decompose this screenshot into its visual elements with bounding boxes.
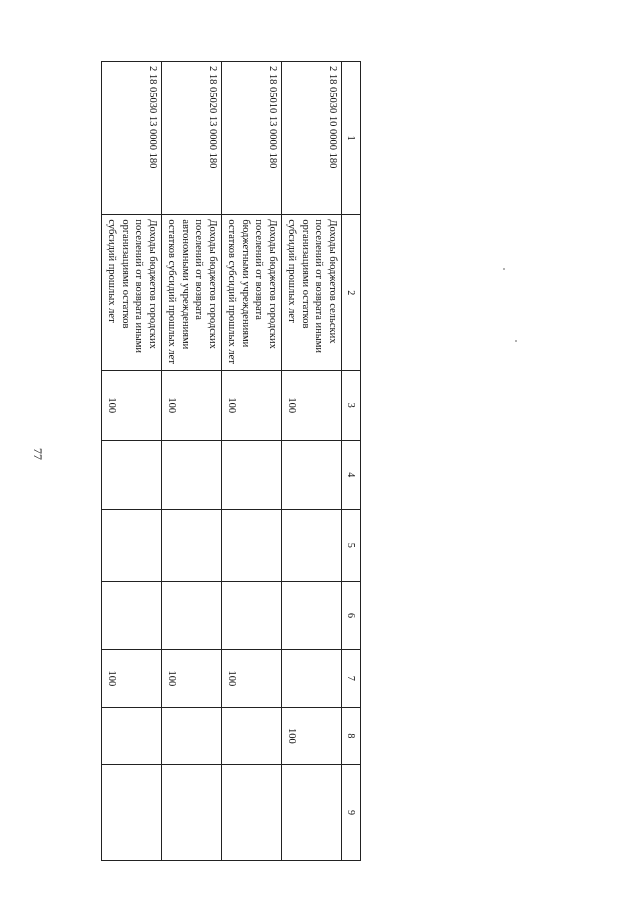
column-header: 8 [342, 707, 361, 764]
value-cell [282, 509, 342, 581]
column-header: 9 [342, 765, 361, 861]
value-cell [102, 440, 162, 509]
table-row [162, 62, 222, 861]
value-cell [222, 765, 282, 861]
value-cell [282, 650, 342, 707]
revenue-table [101, 61, 361, 861]
value-cell [102, 765, 162, 861]
value-cell [162, 509, 222, 581]
column-header: 7 [342, 650, 361, 707]
revenue-name: Доходы бюджетов сельских поселений от возврата иными организациями остатков субсидий прошлых лет [282, 215, 342, 371]
column-header: 5 [342, 509, 361, 581]
value-cell: 100 [282, 707, 342, 764]
revenue-name: Доходы бюджетов городских поселений от возврата бюджетными учреждениями остатков субсидий прошлых лет [222, 215, 282, 371]
table-row [222, 62, 282, 861]
value-cell [282, 440, 342, 509]
revenue-code: 2 18 05030 13 0000 180 [102, 62, 162, 215]
value-cell: 100 [222, 371, 282, 440]
value-cell [162, 440, 222, 509]
value-cell: 100 [102, 650, 162, 707]
value-cell [102, 707, 162, 764]
revenue-code: 2 18 05010 13 0000 180 [222, 62, 282, 215]
scan-speck [503, 268, 505, 270]
value-cell: 100 [162, 371, 222, 440]
revenue-code: 2 18 05030 10 0000 180 [282, 62, 342, 215]
table-row [102, 62, 162, 861]
value-cell [222, 581, 282, 649]
table-row [282, 62, 342, 861]
scan-speck [515, 340, 517, 342]
header-row [342, 62, 361, 861]
value-cell [222, 440, 282, 509]
value-cell: 100 [102, 371, 162, 440]
value-cell [282, 581, 342, 649]
column-header: 6 [342, 581, 361, 649]
value-cell [162, 707, 222, 764]
value-cell: 100 [282, 371, 342, 440]
revenue-name: Доходы бюджетов городских поселений от возврата автономными учреждениями остатков субсидий прошлых лет [162, 215, 222, 371]
value-cell [162, 765, 222, 861]
value-cell: 100 [162, 650, 222, 707]
value-cell [282, 765, 342, 861]
value-cell [102, 509, 162, 581]
column-header: 1 [342, 62, 361, 215]
column-header: 3 [342, 371, 361, 440]
value-cell [102, 581, 162, 649]
value-cell [162, 581, 222, 649]
page-number: 77 [31, 448, 45, 460]
column-header: 4 [342, 440, 361, 509]
column-header: 2 [342, 215, 361, 371]
value-cell [222, 509, 282, 581]
value-cell [222, 707, 282, 764]
revenue-name: Доходы бюджетов городских поселений от возврата иными организациями остатков субсидий прошлых лет [102, 215, 162, 371]
value-cell: 100 [222, 650, 282, 707]
table-container [101, 61, 361, 861]
revenue-code: 2 18 05020 13 0000 180 [162, 62, 222, 215]
